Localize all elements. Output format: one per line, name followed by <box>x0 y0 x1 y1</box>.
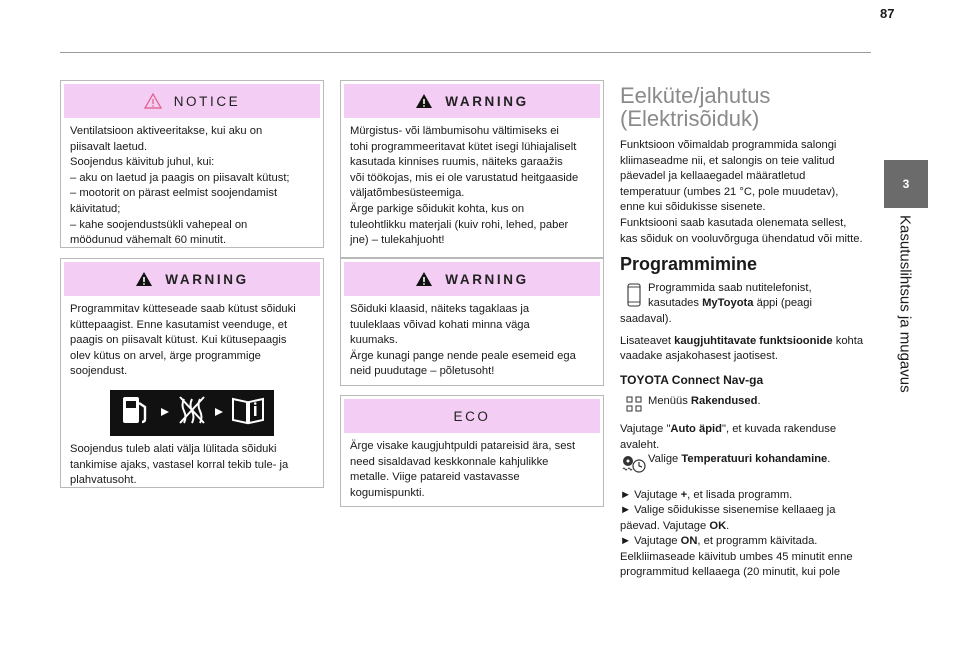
chapter-title: Kasutuslihtsus ja mugavus <box>896 215 914 393</box>
warning-line: plahvatusoht. <box>70 474 137 487</box>
warning-line: jne) – tulekahjuoht! <box>350 234 445 247</box>
warning-title: WARNING <box>445 93 529 109</box>
select-apps-line: avaleht. <box>620 438 660 451</box>
warning-header <box>344 84 600 118</box>
eco-line: Ärge visake kaugjuhtpuldi patareisid ära, sest <box>350 440 576 452</box>
intro-paragraph <box>620 138 878 247</box>
eco-line: need sisaldavad keskkonnale kahjulikke <box>350 455 549 468</box>
notice-line: Soojendus käivitub juhul, kui: <box>70 156 215 169</box>
top-divider <box>60 52 871 53</box>
phone-line: kasutades MyToyota äppi (peagi <box>648 297 812 310</box>
chapter-tab: 3 <box>884 160 928 208</box>
step-line: päevad. Vajutage OK. <box>620 519 730 532</box>
notice-line: – mootorit on pärast eelmist soojendamist <box>70 187 278 200</box>
warning-line: Programmitav kütteseade saab kütust sõiduki <box>70 303 296 315</box>
step-line: ► Vajutage ON, et programm käivitada. <box>620 535 818 548</box>
warning-line: soojendust. <box>70 365 128 378</box>
warning-triangle-icon <box>415 271 433 287</box>
phone-line: Programmida saab nutitelefonist, <box>648 281 812 294</box>
notice-line: Ventilatsioon aktiveeritakse, kui aku on <box>70 125 263 137</box>
warning-line: tohi programmeeritavat kütet isegi lühiajaliselt <box>350 140 577 153</box>
eco-line: kogumispunkti. <box>350 486 425 499</box>
notice-header <box>64 84 320 118</box>
warning-line: Soojendus tuleb alati välja lülitada sõiduki <box>70 442 277 455</box>
warning-line: tuuleklaas võivad kohati minna väga <box>350 318 530 331</box>
warning-box-glass <box>340 258 604 386</box>
apps-menu-instruction: Menüüs Rakendused. <box>620 394 878 412</box>
notice-line: – kahe soojendustsükli vahepeal on <box>70 218 248 231</box>
warning-line: väljatõmbesüsteemiga. <box>350 187 465 200</box>
manual-book-icon <box>231 395 265 430</box>
warning-line: või töökojas, mis ei ole varustatud heitgaaside <box>350 171 579 184</box>
connect-nav-heading: TOYOTA Connect Nav-ga <box>620 372 764 387</box>
warning-line: paagis on piisavalt kütust. Kui kütusepaagis <box>70 334 287 347</box>
temperature-instruction: Valige Temperatuuri kohandamine. <box>620 452 878 476</box>
page-number: 87 <box>880 6 895 21</box>
warning-line: tuleohtlikku materjali (kuiv rohi, lehed, paber <box>350 218 569 231</box>
warning-triangle-icon <box>135 271 153 287</box>
eco-header <box>344 399 600 433</box>
intro-line: Funktsiooni saab kasutada olenemata sellest, <box>620 216 847 229</box>
warning-triangle-icon <box>415 93 433 109</box>
warning-line: kuumaks. <box>350 334 398 347</box>
tail-line: programmitud kellaaega (20 minutit, kui pole <box>620 566 841 579</box>
warning-line: Ärge parkige sõidukit kohta, kus on <box>350 202 525 215</box>
tail-line: Eelkliimaseade käivitub umbes 45 minutit enne <box>620 550 853 563</box>
warning-line: küttepaagist. Enne kasutamist veenduge, et <box>70 318 288 331</box>
eco-box <box>340 395 604 507</box>
notice-line: möödunud vähemalt 60 minutit. <box>70 234 227 247</box>
notice-line: – aku on laetud ja paagis on piisavalt kütust; <box>70 171 290 184</box>
notice-line: piisavalt laetud. <box>70 140 148 153</box>
main-content <box>620 84 878 581</box>
refer-paragraph: Lisateavet kaugjuhtitavate funktsioonide kohta vaadake asjakohasest jaotisest. <box>620 334 864 363</box>
apps-grid-icon <box>620 394 648 412</box>
heater-off-icon <box>177 393 207 432</box>
section-heading <box>620 84 878 130</box>
intro-line: kas sõiduk on vooluvõrguga ühendatud või mitte. <box>620 232 863 245</box>
smartphone-instruction <box>620 281 878 312</box>
fuel-warning-pictogram <box>110 390 274 436</box>
select-apps-line: Vajutage "Auto äpid", et kuvada rakenduse <box>620 423 837 436</box>
programming-heading: Programmimine <box>620 254 758 275</box>
warning-box-poisoning <box>340 80 604 258</box>
heading-line: (Elektrisõiduk) <box>620 106 760 131</box>
warning-line: Ärge kunagi pange nende peale esemeid ega <box>350 349 576 362</box>
step-line: ► Valige sõidukisse sisenemise kellaaeg ja <box>620 504 836 517</box>
notice-line: käivitatud; <box>70 202 121 215</box>
phone-line: saadaval). <box>620 312 672 325</box>
warning-line: tankimise ajaks, vastasel korral tekib tule- ja <box>70 458 289 471</box>
intro-line: kliimaseadme nii, et salongis on teie valitud <box>620 154 835 167</box>
warning-header <box>344 262 600 296</box>
warning-line: Sõiduki klaasid, näiteks tagaklaas ja <box>350 303 530 315</box>
warning-title: WARNING <box>165 271 249 287</box>
notice-title: NOTICE <box>173 93 241 109</box>
arrow-right-icon <box>214 404 224 422</box>
intro-line: Funktsioon võimaldab programmida salongi <box>620 139 837 151</box>
warning-title: WARNING <box>445 271 529 287</box>
warning-header <box>64 262 320 296</box>
warning-line: neid puudutage – põletusoht! <box>350 365 495 378</box>
eco-line: metalle. Viige patareid vastavasse <box>350 471 520 484</box>
climate-fan-icon <box>620 452 648 476</box>
heading-line: Eelküte/jahutus <box>620 83 771 108</box>
intro-line: enne kui sõidukisse sisenete. <box>620 201 766 214</box>
arrow-right-icon <box>160 404 170 422</box>
fuel-pump-icon <box>119 393 153 432</box>
warning-box-fuel <box>60 258 324 488</box>
warning-line: kasutada kinnises ruumis, näiteks garaažis <box>350 156 563 169</box>
warning-line: olev kütus on arvel, ärge programmige <box>70 349 261 362</box>
intro-line: temperatuur (umbes 21 °C, pole muudetav), <box>620 185 839 198</box>
eco-title: ECO <box>453 408 491 424</box>
smartphone-icon <box>620 281 648 307</box>
intro-line: päevadel ja kellaaegadel määratletud <box>620 170 806 183</box>
step-line: ► Vajutage +, et lisada programm. <box>620 488 793 501</box>
warning-triangle-icon <box>144 93 162 109</box>
warning-line: Mürgistus- või lämbumisohu vältimiseks ei <box>350 125 559 137</box>
notice-box <box>60 80 324 248</box>
